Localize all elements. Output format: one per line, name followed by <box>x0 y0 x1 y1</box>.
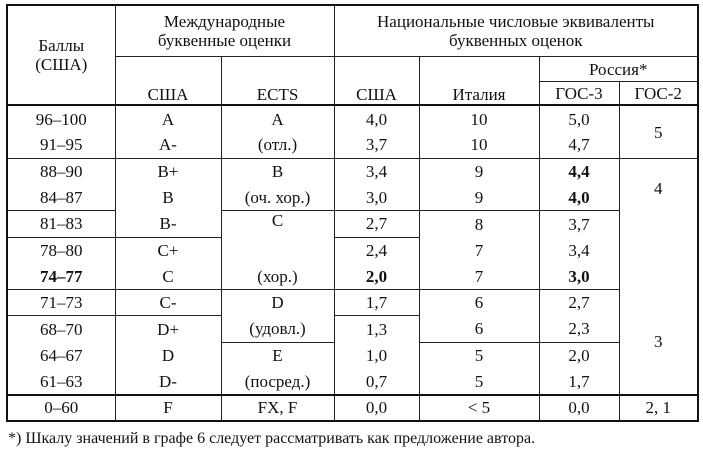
gos3-cell: 2,3 <box>539 316 619 342</box>
points-cell: 96–100 <box>7 105 115 132</box>
points-cell: 0–60 <box>7 395 115 421</box>
header-gos3: ГОС-3 <box>539 82 619 106</box>
points-cell: 71–73 <box>7 289 115 316</box>
ects-cell: A <box>221 105 334 132</box>
footnote: *) Шкалу значений в графе 6 следует рассматривать как предложение автора. <box>8 430 536 447</box>
ects-cell: (оч. хор.) <box>221 184 334 210</box>
usa-letter-cell: D <box>115 342 221 368</box>
gos3-cell: 2,7 <box>539 289 619 316</box>
points-cell: 78–80 <box>7 237 115 263</box>
points-cell: 88–90 <box>7 158 115 184</box>
gos3-cell: 1,7 <box>539 368 619 395</box>
italy-cell: 9 <box>419 158 539 184</box>
italy-cell: 5 <box>419 368 539 395</box>
usa-letter-cell: A- <box>115 132 221 158</box>
usa-num-cell: 4,0 <box>334 105 419 132</box>
usa-letter-cell: C+ <box>115 237 221 263</box>
points-cell: 84–87 <box>7 184 115 210</box>
gos3-cell: 2,0 <box>539 342 619 368</box>
gos3-cell: 3,7 <box>539 210 619 237</box>
points-cell: 68–70 <box>7 316 115 342</box>
ects-cell: (посред.) <box>221 368 334 395</box>
gos2-cell-21: 2, 1 <box>619 395 698 421</box>
header-points-text: Баллы (США) <box>35 36 88 75</box>
gos3-cell: 3,0 <box>539 263 619 289</box>
italy-cell: < 5 <box>419 395 539 421</box>
usa-letter-cell: B <box>115 184 221 210</box>
usa-letter-cell: C <box>115 263 221 289</box>
usa-num-cell: 2,4 <box>334 237 419 263</box>
usa-num-cell: 1,3 <box>334 316 419 342</box>
points-cell: 61–63 <box>7 368 115 395</box>
usa-num-cell: 3,7 <box>334 132 419 158</box>
header-national <box>334 5 698 57</box>
italy-cell: 10 <box>419 132 539 158</box>
usa-num-cell: 0,7 <box>334 368 419 395</box>
italy-cell: 9 <box>419 184 539 210</box>
ects-cell: FX, F <box>221 395 334 421</box>
ects-cell: B <box>221 158 334 184</box>
header-usa-letter: США <box>115 57 221 106</box>
usa-num-cell: 1,0 <box>334 342 419 368</box>
header-russia: Россия* <box>539 57 698 82</box>
usa-num-cell: 3,0 <box>334 184 419 210</box>
usa-letter-cell: D+ <box>115 316 221 342</box>
header-italy: Италия <box>419 57 539 106</box>
italy-cell: 10 <box>419 105 539 132</box>
usa-num-cell: 3,4 <box>334 158 419 184</box>
gos3-cell: 4,4 <box>539 158 619 184</box>
usa-num-cell: 0,0 <box>334 395 419 421</box>
italy-cell: 8 <box>419 210 539 237</box>
gos2-cell-5: 5 <box>619 105 698 158</box>
header-usa-num: США <box>334 57 419 106</box>
ects-cell: C <box>221 210 334 237</box>
italy-cell: 7 <box>419 237 539 263</box>
usa-num-cell: 1,7 <box>334 289 419 316</box>
italy-cell: 6 <box>419 316 539 342</box>
italy-cell: 7 <box>419 263 539 289</box>
usa-num-cell: 2,7 <box>334 210 419 237</box>
points-cell: 81–83 <box>7 210 115 237</box>
usa-letter-cell: B+ <box>115 158 221 184</box>
header-points <box>7 5 115 105</box>
ects-cell: (удовл.) <box>221 316 334 342</box>
usa-letter-cell: D- <box>115 368 221 395</box>
grades-table <box>6 4 699 422</box>
header-gos2: ГОС-2 <box>619 82 698 106</box>
gos3-cell: 4,0 <box>539 184 619 210</box>
points-cell: 64–67 <box>7 342 115 368</box>
ects-cell: D <box>221 289 334 316</box>
gos2-cell-3: 3 <box>619 289 698 395</box>
points-cell: 91–95 <box>7 132 115 158</box>
header-international-text: Международные буквенные оценки <box>157 12 292 51</box>
gos2-cell-4: 4 <box>619 158 698 289</box>
usa-num-cell: 2,0 <box>334 263 419 289</box>
italy-cell: 5 <box>419 342 539 368</box>
gos3-cell: 5,0 <box>539 105 619 132</box>
points-cell: 74–77 <box>7 263 115 289</box>
italy-cell: 6 <box>419 289 539 316</box>
usa-letter-cell: F <box>115 395 221 421</box>
usa-letter-cell: B- <box>115 210 221 237</box>
header-international <box>115 5 334 57</box>
usa-letter-cell: C- <box>115 289 221 316</box>
ects-cell: E <box>221 342 334 368</box>
ects-cell <box>221 237 334 263</box>
gos3-cell: 3,4 <box>539 237 619 263</box>
gos3-cell: 4,7 <box>539 132 619 158</box>
gos3-cell: 0,0 <box>539 395 619 421</box>
ects-cell: (хор.) <box>221 263 334 289</box>
ects-cell: (отл.) <box>221 132 334 158</box>
usa-letter-cell: A <box>115 105 221 132</box>
header-national-text: Национальные числовые эквиваленты буквенных оценок <box>377 12 655 51</box>
header-ects: ECTS <box>221 57 334 106</box>
